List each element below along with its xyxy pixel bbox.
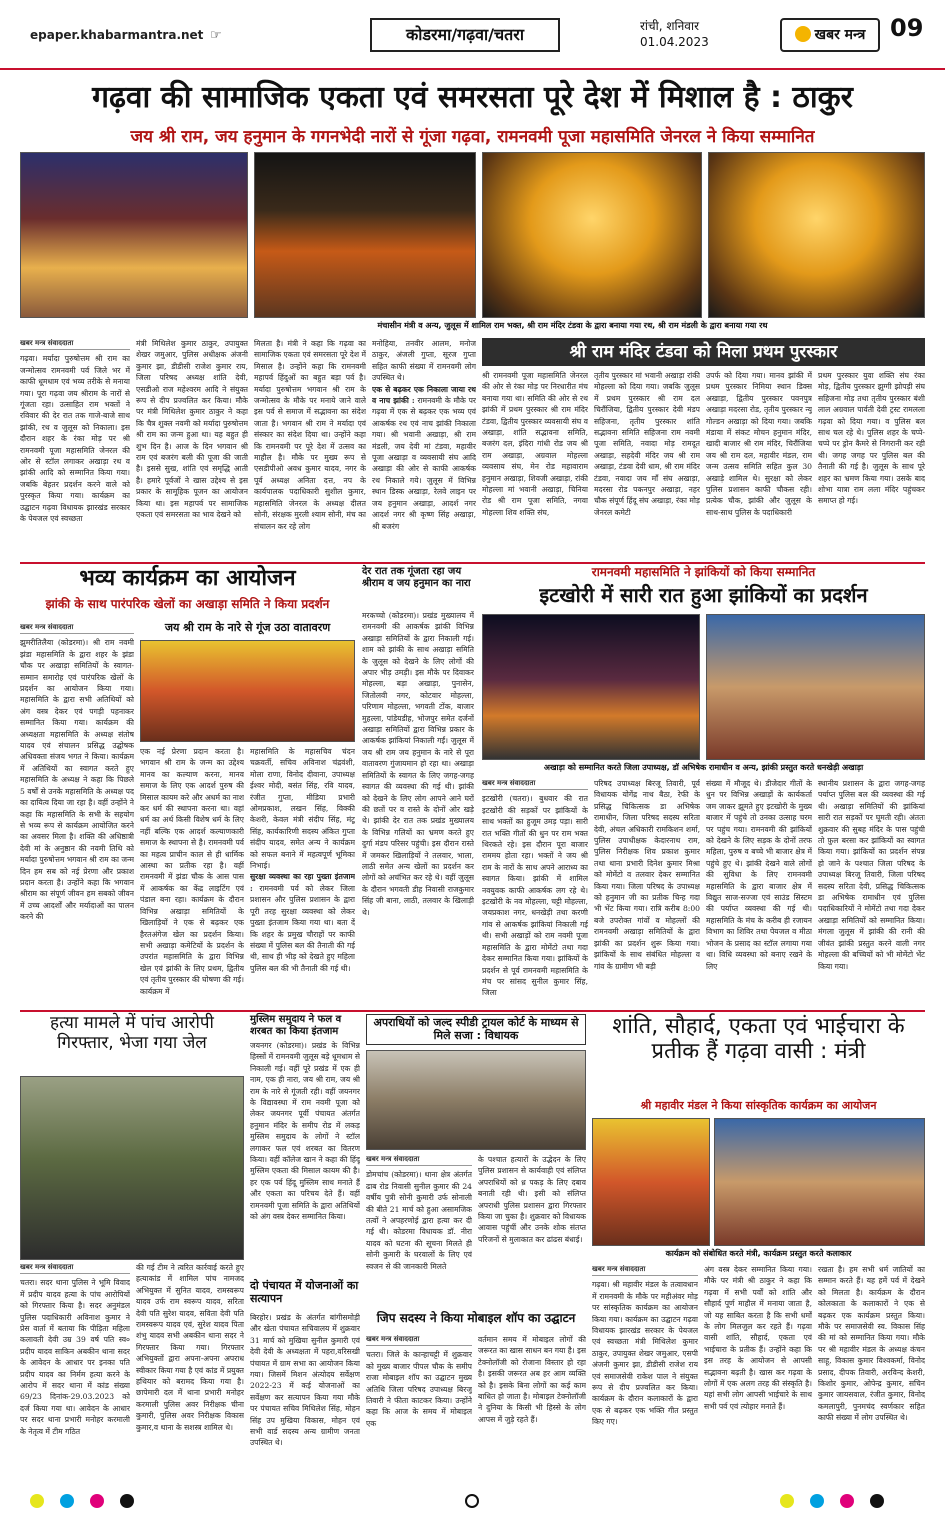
speedy-col-1 <box>366 1154 472 1306</box>
speedy-photo <box>366 1050 586 1150</box>
mobile-byline: खबर मन्त्र संवाददाता <box>366 1334 472 1346</box>
lead-subheadline: जय श्री राम, जय हनुमान के गगनभेदी नारों से गूंजा गढ़वा, रामनवमी पूजा महासमिति जेनरल ने किया सम्मानित <box>130 127 815 147</box>
masthead <box>0 0 945 70</box>
section-title: कोडरमा/गढ़वा/चतरा <box>370 18 560 52</box>
lead-col-3: मिलता है। मंत्री ने कहा कि गढ़वा का सामाजिक एकता एवं समरसता पूरे देश में मिसाल है। उन्होंने कहा कि रामनवमी महापर्व हिंदुओं का बहुत बड़ा पर्व है। मर्यादा पुरुषोत्तम भगवान श्री राम के जन्मोत्सव के मौके पर मनाये जाने वाले इस पर्व से समाज में सद्भावना का संदेश जाता है। भगवान श्री राम ने मर्यादा एवं संस्कार का संदेश दिया था। उन्होंने कहा कि रामनवमी पर पूरे देश में उत्सव का माहौल है। मौके पर मुख्य रूप से एसडीपीओ अवध कुमार यादव, नगर के पूर्व अध्यक्ष अनिता दत्त, नप के कार्यपालक पदाधिकारी सुशील कुमार, महासमिति जेनरल के अध्यक्ष दीलत सोनी, संरक्षक मुरली श्याम सोनी, मंच का संचालन कर रहे लोग <box>254 339 366 531</box>
reg-dot-icon <box>30 1494 44 1508</box>
dateline <box>640 18 709 50</box>
panchayat-headline: दो पंचायत में योजनाओं का सत्यापन <box>250 1279 359 1305</box>
jhumri-col-3 <box>250 746 355 1018</box>
jhumri-text-3-more: रामनवमी पर्व को लेकर जिला प्रशासन और पुलिस प्रशासन के द्वारा पूरी तरह सुरक्षा व्यवस्था को लेकर पुख्ता इंतजाम किया गया था। बता दें कि शहर के प्रमुख चौराहों पर काफी संख्या में पुलिस बल की तैनाती की गई थी, साथ ही भीड़ को देखते हुए महिला पुलिस बल की भी तैनाती की गई थी। <box>250 883 355 973</box>
tandwa-col-4: प्रथम पुरस्कार युवा शक्ति संघ रंका मोड़, द्वितीय पुरस्कार झुग्गी झोपड़ी संघ सहिजना मोड़ तथा तृतीय पुरस्कार बंशी लाल अग्रवाल पार्वती देवी ट्रस्ट रामलला गढ़वा को दिया गया। व पुलिस बल साथ चल रहे थे। पुलिस शहर के चप्पे-चप्पे पर ड्रोन कैमरे से निगरानी कर रही थी। जगह जगह पर पुलिस बल की तैनाती की गई है। जुलूस के साथ पूरे शहर का भ्रमण किया गया। उसके बाद शोभा यात्रा राम लला मंदिर पहुंचकर समाप्त हो गई। <box>818 371 925 506</box>
brand-dot-icon <box>795 26 811 42</box>
divider-2 <box>20 1010 925 1012</box>
itkhori-col-2: परिषद उपाध्यक्ष बिरजू तिवारी, पूर्व विधायक योगेंद्र नाथ बैठा, रेफी के प्रसिद्ध चिकित्सक डा अभिषेक रामाधीन, जिला परिषद सदस्य सरिता देवी, अंचल अधिकारी रामकिशन शर्मा, पुलिस उपाधीक्षक केदारनाथ राम, पुलिस निरीक्षक शिव प्रकाश कुमार तथा थाना प्रभारी दिनेश कुमार मिश्रा को मोमेंटो व तलवार देकर सम्मानित किया गया। जिला परिषद के उपाध्यक्ष को हनुमान जी का प्रतीक चिन्ह गदा भी भेंट किया गया। रात्रि करीब 8:00 बजे उपरोक्त गांवों व मोहल्लों की रामनवमी अखाड़ा समितियों के द्वारा झांकी का प्रदर्शन शुरू किया गया। झांकियों के साथ संबंधित मोहल्ला व गांव के ग्रामीण भी बड़ी <box>594 779 700 971</box>
harmony-col-2: अंग वस्त्र देकर सम्मानित किया गया। मौके पर मंत्री श्री ठाकुर ने कहा कि गढ़वा में सभी पर्वों को शांति और सौहार्द पूर्ण माहौल में मनाया जाता है, जो यह साबित करता है कि सभी धर्मों के लोग मिलजुल कर रहते हैं। गढ़वा वासी शांति, सौहार्द, एकता एवं भाईचारा के प्रतीक हैं। उन्होंने कहा कि इस तरह के आयोजन से आपसी सद्भावना बढ़ती है। खास कर गढ़वा के लोगों में एक अलग तरह की संस्कृति है। यहां सभी लोग आपसी भाईचारे के साथ सभी पर्व एवं त्योहार मनाते हैं। <box>704 1265 812 1411</box>
sarkhet-headline: देर रात तक गूंजता रहा जय श्रीराम व जय हनुमान का नारा <box>362 566 471 589</box>
city-day: रांची, शनिवार <box>640 19 699 33</box>
reg-dot-icon <box>780 1494 794 1508</box>
reg-dot-icon <box>810 1494 824 1508</box>
harmony-photo-artists <box>714 1118 925 1246</box>
lead-text-1: गढ़वा। मर्यादा पुरुषोत्तम श्री राम का जन्मोत्सव रामनवमी पर्व जिले भर में काफी धूमधाम एवं भव्य तरीके से मनाया गया। पूरा गढ़वा जय श्रीराम के नारों से गूंजता रहा। उत्साहित राम भक्तों ने रविवार की देर रात तक गाजे-बाजे साथ झांकी, रथ व जुलूस को निकाला। इस दौरान शहर के रंका मोड़ पर श्री रामनवमी पूजा महासमिति जेनरल की ओर से स्टॉल लगाकर अखाड़ा रथ व झांकी आदि को सम्मानित किया गया। जबकि बेहतर प्रदर्शन करने वाले को पुरस्कृत किया गया। कार्यक्रम का उद्घाटन गढ़वा विधायक झारखंड सरकार के पेयजल एवं स्वच्छता <box>20 354 130 524</box>
mobile-col-1 <box>366 1334 472 1484</box>
brand-name: खबर मन्त्र <box>814 27 866 43</box>
lead-byline: खबर मन्त्र संवाददाता <box>20 338 130 350</box>
lead-col-1 <box>20 338 130 560</box>
harmony-photo-minister <box>592 1118 710 1246</box>
murder-headline: हत्या मामले में पांच आरोपी गिरफ्तार, भेजा गया जेल <box>50 1013 214 1053</box>
jhumri-headline: भव्य कार्यक्रम का आयोजन <box>79 566 296 591</box>
harmony-photo-caption: कार्यक्रम को संबोधित करते मंत्री, कार्यक्रम प्रस्तुत करते कलाकार <box>592 1248 925 1260</box>
harmony-headline: शांति, सौहार्द, एकता एवं भाईचारा के प्रतीक हैं गढ़वा वासी : मंत्री <box>612 1014 905 1065</box>
mobile-col-2: वर्तमान समय में मोबाइल लोगों की जरूरत का खास साधन बन गया है। इस टेक्नोलॉजी को रोजाना विस्तार हो रहा है। इसकी जरूरत अब हर आम व्यक्ति को है। इसके बिना लोगों का कई काम बाधित हो जाता है। मोबाइल टेक्नोलॉजी ने दुनिया के किसी भी हिस्से के लोग आपस में जुड़े रहते हैं। <box>478 1335 586 1424</box>
reg-dot-icon <box>870 1494 884 1508</box>
itkhori-photo-caption: अखाड़ा को सम्मानित करते जिला उपाध्यक्ष, डॉ अभिषेक रामाधीन व अन्य, झांकी प्रस्तुत करते धनखेड़ी अखाड़ा <box>482 762 925 774</box>
lead-photo-stage <box>20 152 248 318</box>
murder-col-2: की गई टीम ने त्वरित कार्रवाई करते हुए हत्याकांड में शामिल पांच नामजद अभियुक्त में सुनित यादव, रामस्वरूप यादव उर्फ राम स्वरूप यादव, सरिता देवी पति सुरेश यादव, सविता देवी पति रामस्वरूप यादव एवं, सुरेश यादव पिता शंभु यादव सभी अबकीन थाना सदर ने गिरफ्तार किया गया। गिरफ्तार अभियुक्तों द्वारा अपना-अपना अपराध स्वीकार किया गया है एवं कांड में प्रयुक्त हथियार को बरामद किया गया है। छापेमारी दल में थाना प्रभारी मनोहर करमाली पुलिस अवर निरीक्षक चीना कुमारी, पुलिस अवर निरीक्षक विकास कुमार,व थाना के सशस्त्र शामिल थे। <box>136 1263 244 1432</box>
itkhori-headline: इटखोरी में सारी रात हुआ झांकियों का प्रदर्शन <box>539 583 868 607</box>
itkhori-photo-tableau <box>706 614 925 760</box>
itkhori-col-1 <box>482 778 588 1018</box>
harmony-col-1 <box>592 1264 698 1484</box>
divider-1 <box>20 562 925 564</box>
tandwa-col-2: तृतीय पुरस्कार मां भवानी अखाड़ा रांकी मोहल्ला को दिया गया। जबकि जुलूस में प्रथम पुरस्कार श्री राम दल चिरौंजिया, द्वितीय पुरस्कार देवी मंडप सहिजना, तृतीय पुरस्कार शांति सद्भावना समिति सहिजना राम नवमी पूजा समिति, नवादा मोड़ रामदूत अखाड़ा, सहदेवी मंदिर जय श्री राम अखाड़ा, टंडवा देवी धाम, श्री राम मंदिर टंडवा, नवादा जय माँ संघ अखाड़ा, मदरसा रोड पकनपुर अखाड़ा, नहर चौक संपूर्ण हिंदू संघ अखाड़ा, रंका मोड़ जेनरल कमेटी <box>594 371 700 517</box>
muslim-headline: मुस्लिम समुदाय ने फल व शरबत का किया इंतजाम <box>250 1014 342 1037</box>
lead-photo-temple-chariot <box>482 152 702 318</box>
speedy-col-2: के पश्चात हत्यारों के उद्भेदन के लिए पुलिस प्रशासन से कार्यवाही एवं संलिप्त अपराधियों को ध्र पकड़ के लिए दबाव बनाती रही थी। इसी को संलिप्त अपराधी पुलिस प्रशासन द्वारा गिरफ्तार किया जा चुका है। शुक्रवार को विधायक आवास पहुंचीं और उनके शोक संतप्त परिजनों से मुलाकात कर ढांढस बंधाई। <box>478 1155 586 1244</box>
panchayat-body: बिरहोर। प्रखंड के अंतर्गत बांगीसमोड़ी और खेता पंचायत सचिवालय में शुक्रवार 31 मार्च को मुखिया सुनील कुमारी एवं देवी देवी के अध्यक्षता में पहरा,वरिसखी पंचायत में ग्राम सभा का आयोजन किया गया। जिसमें मिशन अंत्योदय सर्वेक्षण 2022-23 में कई योजनाओं का सर्वेक्षण कर सत्यापन किया गया मौके पर पंचायत सचिव मिथिलेश सिंह, मोहन सिंह उप मुखिया विकास, मोहन एवं सभी वार्ड सदस्य अन्य ग्रामीण जनता उपस्थित थे। <box>250 1313 360 1448</box>
lead-col-2: मंत्री मिथिलेश कुमार ठाकुर, उपायुक्त शेखर जमुआर, पुलिस अधीक्षक अंजनी कुमार झा, डीडीसी राजेश कुमार राय, जिला परिषद अध्यक्ष शांति देवी, एसडीओ राज महेश्वरम आदि ने संयुक्त रूप से दीप प्रज्वलित कर किया। मौके पर मंत्री मिथिलेश कुमार ठाकुर ने कहा कि चैत्र शुक्ल नवमी को मर्यादा पुरुषोत्तम श्री राम का जन्म हुआ था। यह बहुत ही शुभ दिन है। आज के दिन भगवान श्री राम एवं बजरंग बली की पूजा की जाती है। इससे सुख, शांति एवं समृद्धि आती है। हमारे पूर्वजों ने खास उद्देश्य से इस प्रकार के सामूहिक पूजन का आयोजन किया था। इस महापर्व पर सामाजिक एकता एवं समरसता का भाव देखने को <box>136 339 248 520</box>
mobile-headline: जिप सदस्य ने किया मोबाइल शॉप का उद्घाटन <box>376 1311 576 1325</box>
jhumri-col-1 <box>20 622 134 1018</box>
jhumri-photo <box>140 640 355 742</box>
lead-text-4: मनोहिया, तनवीर आलम, मनोज ठाकुर, अंजली गुप्ता, सूरज गुप्ता सहित काफी संख्या में रामनवमी लोग उपस्थित थे। <box>372 339 476 383</box>
harmony-subheadline: श्री महावीर मंडल ने किया सांस्कृतिक कार्यक्रम का आयोजन <box>640 1099 877 1112</box>
mobile-text-1: चतरा। जिले के कान्हाचट्टी में शुक्रवार को मुख्य बाजार पीपल चौक के समीप राजा मोबाइल शॉप का उद्घाटन मुख्य अतिथि जिला परिषद उपाध्यक्ष बिरजू तिवारी ने फीता काटकर किया। उन्होंने कहा कि आज के समय में मोबाइल एक <box>366 1350 472 1428</box>
issue-date: 01.04.2023 <box>640 35 709 49</box>
brand-logo <box>780 18 880 52</box>
tandwa-headline: श्री राम मंदिर टंडवा को मिला प्रथम पुरस्कार <box>482 338 925 366</box>
itkhori-headline-pre: रामनवमी महासमिति ने झांकियों को किया सम्मानित <box>591 565 816 579</box>
lead-text-4-more: रामनवमी के मौके पर गढ़वा में एक से बढ़कर एक भव्य एवं आकर्षक रथ एवं नाच झांकी निकाला गया। श्री भवानी अखाड़ा, श्री राम मंडली, जय देवी मां टंडवा, महावीर पूजा अखाड़ा व व्यवसायी संघ आदि अखाड़ा की ओर से काफी आकर्षक रथ निकाले गये। जुलूस में विभिन्न स्थान डिस्क अखाड़ा, रेलवे लाइन पर जय हनुमान अखाड़ा, आदर्श नगर आदर्श नगर श्री कृष्ण सिंह अखाड़ा, श्री बजरंग <box>372 396 476 531</box>
jhumri-text-1: झुमरीतिलैया (कोडरमा)। श्री राम नवमी झंडा महासमिति के द्वारा शहर के झंडा चौक पर अखाड़ा समितियों के स्वागत-सम्मान समारोह एवं पारंपरिक खेलों के प्रदर्शन का आयोजन किया गया। महासमिति के द्वारा सभी अतिथियों को अंग वस्त्र देकर एवं पगड़ी पहनाकर सम्मानित किया गया। कार्यक्रम की अध्यक्षता महासमिति के अध्यक्ष संतोष यादव एवं संचालन प्रसिद्ध उद्घोषक अधिवक्ता संजय भगत ने किया। कार्यक्रम में अतिथियों का स्वागत करते हुए महासमिति के अध्यक्ष ने कहा कि पिछले 5 वर्षों से उनके महासमिति के अध्यक्ष पद का दायित्व दिया जा रहा है। वहीं उन्होंने ने कहा कि महासमिति के सभी के सहयोग से भव्य रूप से कार्यक्रम आयोजित करने का अवसर मिला है। शक्ति की अधिष्ठात्री देवी मां के अनुष्ठान की नवमी तिथि को मर्यादा पुरुषोत्तम भगवान श्री राम का जन्म दिन हम सब को नई प्रेरणा और प्रकाश प्रदान करता है। उन्होंने कहा कि भगवान श्रीराम का संपूर्ण जीवन हम सबको जीवन में उच्च आदर्शों और मर्यादाओं का पालन करने की <box>20 638 134 922</box>
epaper-url[interactable]: epaper.khabarmantra.net <box>30 28 204 42</box>
reg-dot-icon <box>60 1494 74 1508</box>
sarkhet-body: मरकच्चो (कोडरमा)। प्रखंड मुख्यालय में रामनवमी की आकर्षक झांकी विभिन्न अखाड़ा समितियों के द्वारा निकाली गई। शाम को झांकी के साथ अखाड़ा समिति के जुलूस को देखने के लिए लोगों की अपार भीड़ उमड़ी। इस मौके पर दिवाकर मोहल्ला, बड़ा अखाड़ा, पुनासेन, जितोलवी नगर, कोटवार मोहल्ला, परिणाम मोहल्ला, भगवती टोंक, बाजार मुहल्ला, पांडेयडीह, भोजपुर समेत दर्जनों अखाड़ा समितियों द्वारा विभिन्न प्रकार के आकर्षक झांकियां निकाली गईं। जुलूस में जय श्री राम जय हनुमान के नारे से पूरा वातावरण गुंजायमान हो रहा था। अखाड़ा समितियों के स्वागत के लिए जगह-जगह स्वागत की व्यवस्था की गई थी। झांकी को देखने के लिए लोग आपने आने घरों की छतों पर व रास्ते के दोनों ओर खड़े थे। झांकी देर रात तक प्रखंड मुख्यालय के विभिन्न गलियों का भ्रमण करते हुए दुर्गा मंडप परिसर पहुंची। इस दौरान रास्ते में जमकर खिलाड़ियों ने तलवार, भाला, लाठी समेत अन्य खेलों का प्रदर्शन कर लोगों को अचंभित कर रहे थे। वहीं जुलूस के दौरान भगवती डीह निवासी राजकुमार सिंह जी बाना, लाठी, तलवार के खिलाड़ी थे। <box>362 611 474 917</box>
jhumri-text-3: महासमिति के महासचिव चंदन चक्रवर्ती, सचिव अविनाश चंद्रवंशी, मोला राणा, विनोद दीवाना, उपाध्यक्ष ईश्वर मोदी, बसंत सिंह, रवि यादव, रंजीत गुप्ता, मीडिया प्रभारी ओमप्रकाश, लखन सिंह, विक्की केशरी, केवल मंत्री संदीप सिंह, मंटू सिंह, कार्यकारिणी सदस्य अंकित गुप्ता संदीप यादव, समेत अन्य ने कार्यक्रम को सफल बनाने में महत्वपूर्ण भूमिका निभाई। <box>250 747 355 871</box>
jhumri-col-2: एक नई प्रेरणा प्रदान करता है। भगवान श्री राम के जन्म का उद्देश्य मानव का कल्याण करना, मानव समाज के लिए एक आदर्श पुरुष की मिसाल कायम करे और अधर्म का नाश कर धर्म की स्थापना करना था। वहां धर्म का अर्थ किसी विशेष धर्म के लिए नहीं बल्कि एक आदर्श कल्याणकारी समाज के स्थापना से है। रामनवमी पर्व का महत्व प्राचीन काल से ही धार्मिक आस्था का प्रतीक रहा है। वहीं रामनवमी में झंडा चौक के आस पास में आकर्षक का केंद्र लाइटिंग एवं पंडाल बना रहा। कार्यक्रम के दौरान विभिन्न अखाड़ा समितियों के खिलाड़ियों ने एक से बढ़कर एक हैरतअंगेज खेल का प्रदर्शन किया। सभी अखाड़ा कमेटियों के प्रदर्शन के उपरांत महासमिति के द्वारा विभिन्न खेल एवं झांकी के लिए प्रथम, द्वितीय एवं तृतीय पुरस्कार की घोषणा की गई। कार्यक्रम में <box>140 747 244 996</box>
lead-photo-mandali-chariot <box>708 152 925 318</box>
itkhori-photo-honour <box>482 614 700 760</box>
itkhori-byline: खबर मन्त्र संवाददाता <box>482 778 588 790</box>
pointer-hand-icon: ☞ <box>210 28 222 43</box>
harmony-byline: खबर मन्त्र संवाददाता <box>592 1264 698 1276</box>
muslim-body: जयनगर (कोडरमा)। प्रखंड के विभिन्न हिस्सों में रामनवमी जुलूस बड़े धूमधाम से निकाली गई। वहीं पूरे प्रखंड में एक ही नाम, एक ही नारा, जय श्री राम, जय श्री राम के नारे से गूंजती रही। वहीं जयनगर के विद्यावस्था में राम नवमी पूजा को लेकर जयनगर पूर्वी पंचायत अंतर्गत हनुमान मंदिर के समीप रोड में लकड़ मुस्लिम समुदाय के लोगों ने स्टॉल लगाकर फल एवं शरबत का वितरण किया। वहीं कॉलेज खान ने कहा की हिंदू मुस्लिम एकता की मिसाल कायम की है। हर एक पर्व हिंदू मुस्लिम साथ मनाते हैं और एकता का परिचय देते हैं। वहीं रामनवमी पूजा समिति के द्वारा अतिथियों को अंग वस्त्र देकर सम्मानित किया। <box>250 1041 360 1222</box>
reg-dot-icon <box>90 1494 104 1508</box>
murder-photo <box>20 1076 244 1260</box>
lead-col4-subhead: एक से बढ़कर एक निकाला जाया रथ व नाच झांकी : <box>372 384 476 406</box>
print-registration-marks <box>0 1488 945 1517</box>
jhumri-byline: खबर मन्त्र संवाददाता <box>20 622 134 634</box>
jhumri-subheadline: झांकी के साथ पारंपरिक खेलों का अखाड़ा समिति ने किया प्रदर्शन <box>45 597 330 611</box>
itkhori-text-1: इटखोरी (चतरा)। बुधवार की रात इटखोरी की सड़कों पर झांकियों के साथ भक्तों का हुजूम उमड़ पड़ा। सारी रात भक्ति गीतों की धुन पर राम भक्त थिरकते रहे। इस दौरान पूरा बाजार राममय होता रहा। भक्तों ने जय श्री राम के नारों के साथ अपने आराध्य का स्वागत किया। झांकी में शामिल नवयुवक काफी आकर्षक लग रहे थे। इटखोरी के नव मोहल्ला, चट्टी मोहल्ला, जयप्रकाश नगर, धनखेड़ी तथा करणी गांव से आकर्षक झांकियां निकाली गई थी। सभी अखाड़ों को राम नवमी पूजा महासमिति के द्वारा मोमेंटो तथा गदा देकर सम्मानित किया गया। झांकियों के प्रदर्शन से पूर्व रामनवमी महासमिति के मंच पर सांसद सुनील कुमार सिंह, जिला <box>482 794 588 998</box>
speedy-byline: खबर मन्त्र संवाददाता <box>366 1154 472 1166</box>
tandwa-col-1: श्री रामनवमी पूजा महासमिति जेनरल की ओर से रंका मोड़ पर निरधारीत मंच बनाया गया था। समिति की ओर से रथ झांकी में प्रथम पुरस्कार श्री राम मंदिर टंडवा, द्वितीय पुरस्कार व्यवसायी संघ व अखाड़ा, शांति सद्भावना समिति, बजरंग दल, इंदिरा गांधी रोड जय श्री राम अखाड़ा, अग्रवाल मोहल्ला व्यवसाय संघ, मेन रोड महावाराम हनुमान अखाड़ा, शिवजी अखाड़ा, रांकी मोहल्ला मां भवानी अखाड़ा, चिनिया रोड श्री राम पूजा समिति, नगवा मोहल्ला शिव शक्ति संघ, <box>482 371 588 517</box>
itkhori-col-3: संख्या में मौजूद थे। डीजेदार गीतों के धुन पर विभिन्न अखाड़ों के कार्यकर्ता जम जाकर झूमते हुए इटखोरी के मुख्य बाजार में पहुंचे तो उनका उत्साह चरम पर पहुंच गया। रामनवमी की झांकियों को देखने के लिए सड़क के दोनों तरफ महिला, पुरुष व बच्चे भी बाजार क्षेत्र में पहुंचे हुए थे। झांकी देखने वाले लोगों की सुविधा के लिए रामनवमी महासमिति के द्वारा बाजार क्षेत्र में विद्युत साज-सज्जा एवं साउंड सिस्टम की पर्याप्त व्यवस्था की गई थी। महासमिति के मंच के करीब ही रजायन विभाग का शिविर तथा पेयजल व मीठा भोजन के प्रसाद का स्टॉल लगाया गया था। विधि व्यवस्था को बनाए रखने के लिए <box>706 779 812 971</box>
jhumri-col3-subhead: सुरक्षा व्यवस्था का रहा पुख्ता इंतजाम : <box>250 872 355 893</box>
itkhori-col-4: स्थानीय प्रशासन के द्वारा जगह-जगह पर्याप्त पुलिस बल की व्यवस्था की गई थी। अखाड़ा समितियों की झांकियां सारी रात सड़कों पर घूमती रही। अंततः शुक्रवार की सुबह मंदिर के पास पहुंची तो फ़ुल बरसा कर झांकियों का स्वागत किया गया। झांकियों का प्रदर्शन संपन्न हो जाने के पश्चात जिला परिषद के उपाध्यक्ष बिरजू तिवारी, जिला परिषद सदस्य सरिता देवी, प्रसिद्ध चिकित्सक डा अभिषेक रामाधीन एवं पुलिस पदाधिकारियों ने मोमेंटो तथा गदा देकर अखाड़ा समितियों को सम्मानित किया। मंगला जुलूस में झांकी की रानी की जीवंत झांकी प्रस्तुत करने वाली नगर मोहल्ला की बच्चियों को भी मोमेंटो भेंट किया गया। <box>818 779 925 971</box>
jhumri-photo-title: जय श्री राम के नारे से गूंज उठा वातावरण <box>164 621 331 634</box>
murder-byline: खबर मन्त्र संवाददाता <box>20 1262 130 1274</box>
harmony-text-1: गढ़वा। श्री महावीर मंडल के तत्वावधान में रामनवमी के मौके पर महीअंवर मोड़ पर सांस्कृतिक कार्यक्रम का आयोजन किया गया। कार्यक्रम का उद्घाटन गढ़वा विधायक झारखंड सरकार के पेयजल एवं स्वच्छता मंत्री मिथिलेश कुमार ठाकुर, उपायुक्त शेखर जमुआर, एसपी अंजनी कुमार झा, डीडीसी राजेश राय एवं समाजसेवी राकेश पाल ने संयुक्त रूप से दीप प्रज्वलित कर किया। कार्यक्रम के दौरान कलाकारों के द्वारा एक से बढ़कर एक भक्ति गीत प्रस्तुत किए गए। <box>592 1280 698 1427</box>
lead-col-4 <box>372 338 476 560</box>
crosshair-icon <box>465 1494 479 1508</box>
harmony-col-3: रखता है। हम सभी धर्म जातियों का सम्मान करते हैं। यह हमें पर्व में देखने को मिलता है। कार्यक्रम के दौरान कोलकाता के कलाकारों ने एक से बढ़कर एक कार्यक्रम प्रस्तुत किया। मौके पर समाजसेवी स्व. विकास सिंह की मां को सम्मानित किया गया। मौके पर श्री महावीर मंडल के अध्यक्ष कंचन साहू, विकास कुमार विश्वकर्मा, विनोद प्रसाद, दीपक तिवारी, अरविन्द केशरी, किशोर कुमार, ओपेन्द्र कुमार, सचिन कुमार जायसवाल, रंजीत कुमार, विनोद कमलापुरी, पुनमचंद स्वर्णकार सहित काफी संख्या में लोग उपस्थित थे। <box>818 1265 925 1423</box>
lead-photo-procession <box>254 152 476 318</box>
tandwa-col-3: उपर्फ को दिया गया। मानव झांकी में प्रथम पुरस्कार निमिया स्थान डिक्स अखाड़ा, द्वितीय पुरस्कार पवनपुत्र अखाड़ा मदरसा रोड, तृतीय पुरस्कार न्यू गोल्डन अखाड़ा को दिया गया। जबकि मंडाया में संकट मोचन हनुमान मंदिर, खादी बाजार श्री राम मंदिर, चिरौंजिया जय श्री राम दल, महावीर मंडल, राम जन्म उत्सव समिति सहित कुल 30 अखाड़े शामिल थे। सुरक्षा को लेकर पुलिस प्रशासन काफी चौकस रही। प्रत्येक चौक, झांकी और जुलूस के साथ-साथ पुलिस के पदाधिकारी <box>706 371 812 517</box>
lead-photo-caption: मंचासीन मंत्री व अन्य, जुलूस में शामिल राम भक्त, श्री राम मंदिर टंडवा के द्वारा बनाया गया रथ, श्री राम मंडली के द्वारा बनाया गया रथ <box>220 320 925 332</box>
murder-text-1: चतरा। सदर थाना पुलिस ने भूमि विवाद में प्रदीप यादव हत्या के पांच आरोपियों को गिरफ्तार किया है। सदर अनुमंडल पुलिस पदाधिकारी अविनाश कुमार ने प्रेस वार्ता में बताया कि पीड़िता महिला कलावती देवी उम्र 39 वर्ष पति स्व० प्रदीप यादव साकिन अबकीन थाना सदर के आवेदन के आधार पर इनका पति प्रदीप यादव का निर्मम हत्या करने के आरोप में सदर थाना में कांड संख्या 69/23 दिनांक-29.03.2023 को दर्ज किया गया था। आवेदन के आधार पर सदर थाना प्रभारी मनोहर करमाली के नेतृत्व में टीम गठित <box>20 1278 130 1436</box>
speedy-text-1: डोमचांच (कोडरमा)। थाना क्षेत्र अंतर्गत ढाब रोड निवासी सुनील कुमार की 24 वर्षीय पुत्री सोनी कुमारी उर्फ सोनाली की बीते 21 मार्च को हुआ असामजिक तत्वों ने अपहरणोई द्वारा हत्या कर दी गई थी। कोडरमा विधायक डॉ. नीरा यादव को घटना की सूचना मिलते ही सोनी कुमारी के घरवालों के लिए एवं स्वजन से की जानकारी मिलते <box>366 1170 472 1271</box>
page-number: 09 <box>890 14 924 42</box>
speedy-headline: अपराधियों को जल्द स्पीडी ट्रायल कोर्ट के माध्यम से मिले सजा : विधायक <box>366 1014 586 1045</box>
reg-dot-icon <box>120 1494 134 1508</box>
lead-headline: गढ़वा की सामाजिक एकता एवं समरसता पूरे देश में मिशाल है : ठाकुर <box>92 80 853 115</box>
reg-dot-icon <box>840 1494 854 1508</box>
murder-col-1 <box>20 1262 130 1484</box>
